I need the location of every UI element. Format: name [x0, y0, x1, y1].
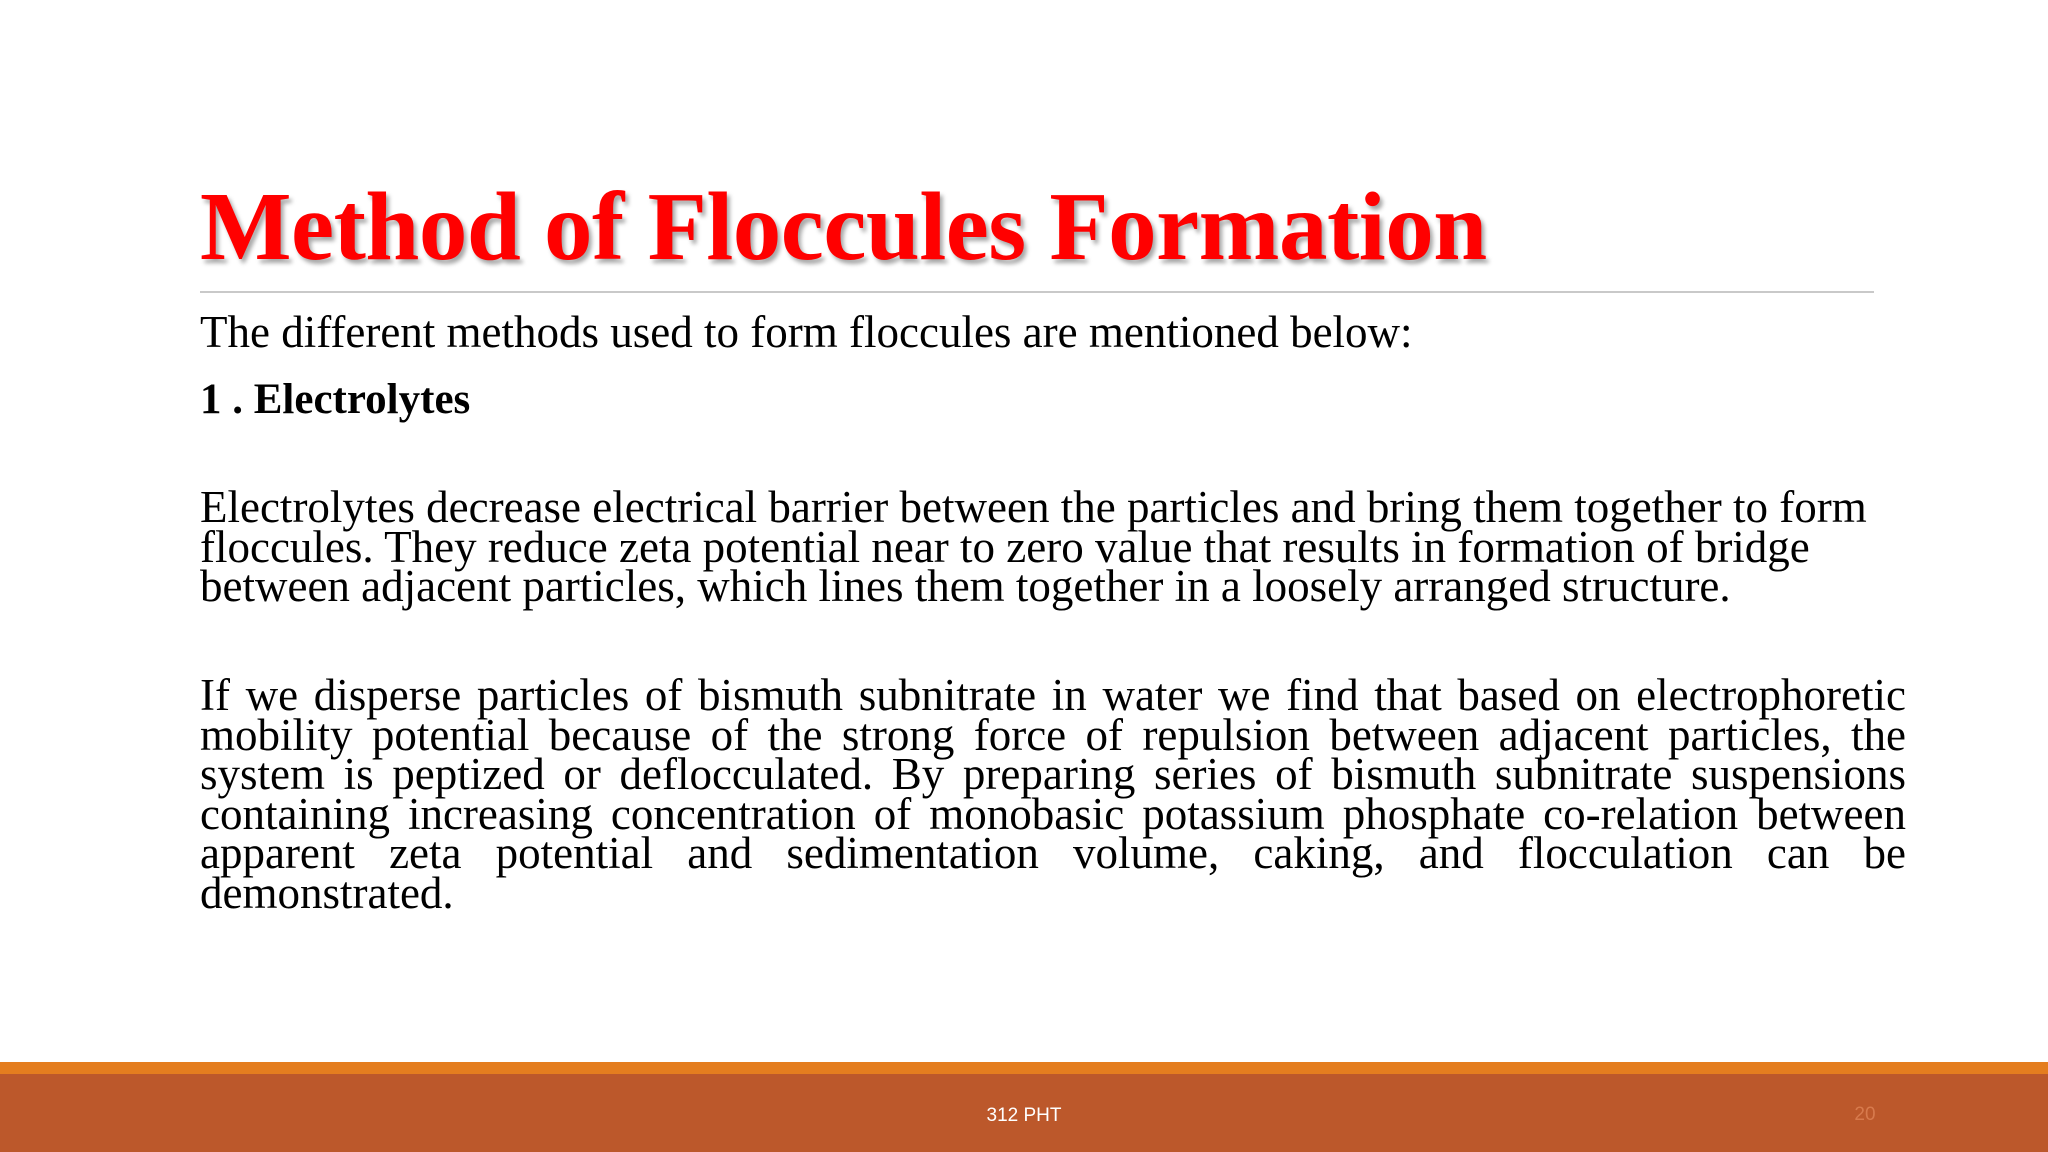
title-divider: [200, 291, 1874, 293]
footer-accent-stripe: [0, 1062, 2048, 1074]
paragraph-bismuth-example: If we disperse particles of bismuth subnitrate in water we find that based on electrophoretic mobility potential because of the strong force of repulsion between adjacent particles, the system is peptized or deflocculated. By preparing series of bismuth subnitrate suspensions containing increasing concentration of monobasic potassium phosphate co-relation between apparent zeta potential and sedimentation volume, caking, and flocculation can be demonstrated.: [200, 670, 1906, 918]
paragraph-electrolytes: Electrolytes decrease electrical barrier between the particles and bring them together to form floccules. They reduce zeta potential near to zero value that results in formation of bridge between adjacent particles, which lines them together in a loosely arranged structure.: [200, 482, 1867, 611]
footer-course-code: 312 PHT: [986, 1105, 1062, 1126]
slide-page-number: 20: [1854, 1104, 1876, 1125]
slide-title: Method of Floccules Formation: [200, 173, 1487, 280]
section-heading: 1 . Electrolytes: [200, 376, 471, 423]
intro-text: The different methods used to form floccules are mentioned below:: [200, 307, 1413, 357]
